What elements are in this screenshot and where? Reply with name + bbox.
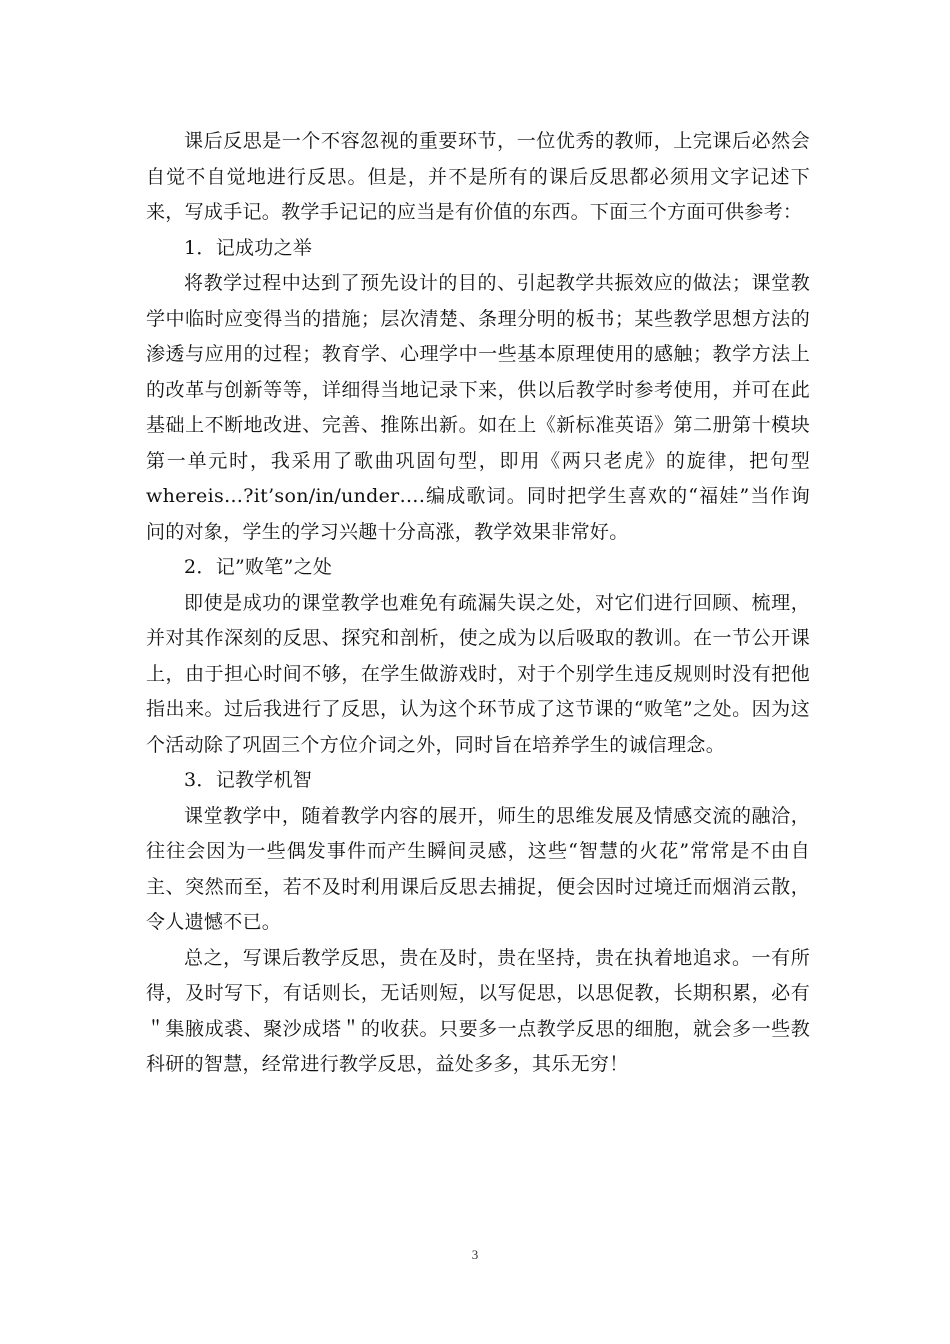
section-body-failure: 即使是成功的课堂教学也难免有疏漏失误之处，对它们进行回顾、梳理，并对其作深刻的反思、探究和剖析，使之成为以后吸取的教训。在一节公开课上，由于担心时间不够，在学生做游戏时，对于个别学生违反规则时没有把他指出来。过后我进行了反思，认为这个环节成了这节课的“败笔”之处。因为这个活动除了巩固三个方位介词之外，同时旨在培养学生的诚信理念。 <box>146 591 810 756</box>
section-heading-success: 1．记成功之举 <box>184 236 313 259</box>
intro-paragraph: 课后反思是一个不容忽视的重要环节，一位优秀的教师，上完课后必然会自觉不自觉地进行反思。但是，并不是所有的课后反思都必须用文字记述下来，写成手记。教学手记记的应当是有价值的东西。下面三个方面可供参考： <box>146 130 810 223</box>
page-number: 3 <box>471 1247 479 1262</box>
section-heading-wit: 3．记教学机智 <box>184 769 313 791</box>
section-body-wit: 课堂教学中，随着教学内容的展开，师生的思维发展及情感交流的融洽，往往会因为一些偶发事件而产生瞬间灵感，这些“智慧的火花”常常是不由自主、突然而至，若不及时利用课后反思去捕捉，便会因时过境迁而烟消云散，令人遗憾不已。 <box>146 804 810 933</box>
document-body <box>146 124 810 1083</box>
conclusion-paragraph: 总之，写课后教学反思，贵在及时，贵在坚持，贵在执着地追求。一有所得，及时写下，有话则长，无话则短，以写促思，以思促教，长期积累，必有＂集腋成裘、聚沙成塔＂的收获。只要多一点教学反思的细胞，就会多一些教科研的智慧，经常进行教学反思，益处多多，其乐无穷！ <box>146 946 810 1075</box>
section-heading-failure: 2．记”败笔”之处 <box>184 556 333 578</box>
section-body-success: 将教学过程中达到了预先设计的目的、引起教学共振效应的做法；课堂教学中临时应变得当的措施；层次清楚、条理分明的板书；某些教学思想方法的渗透与应用的过程；教育学、心理学中一些基本原理使用的感触；教学方法上的改革与创新等等，详细得当地记录下来，供以后教学时参考使用，并可在此基础上不断地改进、完善、推陈出新。如在上《新标准英语》第二册第十模块第一单元时，我采用了歌曲巩固句型，即用《两只老虎》的旋律，把句型whereis…?it’son/in/under….编成歌词。同时把学生喜欢的“福娃”当作询问的对象，学生的学习兴趣十分高涨，教学效果非常好。 <box>146 272 810 543</box>
